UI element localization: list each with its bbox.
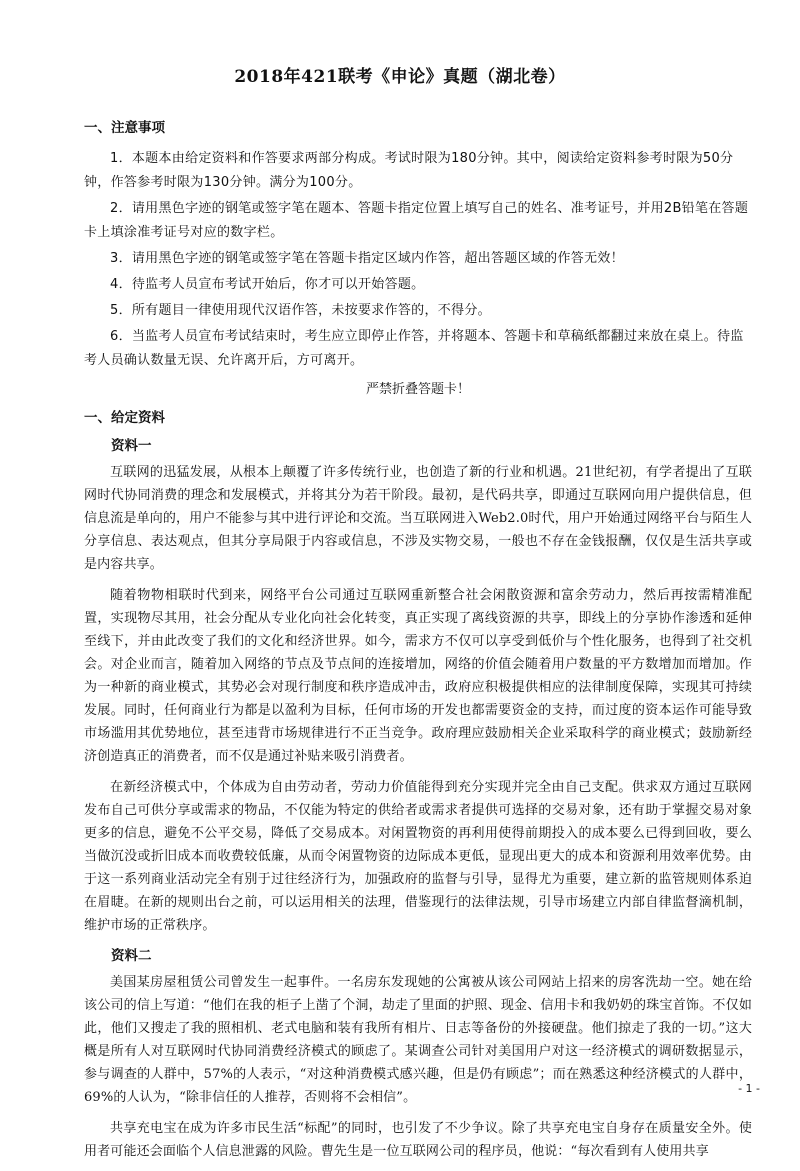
note-item: 3．请用黑色字迹的钢笔或签字笔在答题卡指定区域内作答，超出答题区域的作答无效！ [110,251,624,266]
material-1-paragraph: 随着物物相联时代到来，网络平台公司通过互联网重新整合社会闲散资源和富余劳动力，然后再按需精准配置，实现物尽其用，社会分配从专业化向社会化转变，真正实现了离线资源的共享，即线上的分享协作渗透和延伸至线下，并由此改变了我们的文化和经济世界。如今，需求方不仅可以享受到低价与个性化服务，也得到了社交机会。对企业而言，随着加入网络的节点及节点间的连接增加，网络的价值会随着用户数量的平方数增加而增加。作为一种新的商业模式，其势必会对现行制度和秩序造成冲击，政府应积极提供相应的法律制度保障，实现其可持续发展。同时，任何商业行为都是以盈利为目标，任何市场的开发也都需要资金的支持，而过度的资本运作可能导致市场滥用其优势地位，甚至违背市场规律进行不正当竞争。政府理应鼓励相关企业采取科学的商业模式；鼓励新经济创造真正的消费者，而不仅是通过补贴来吸引消费者。 [84,588,752,764]
material-1-paragraph: 互联网的迅猛发展，从根本上颠覆了许多传统行业，也创造了新的行业和机遇。21世纪初，有学者提出了互联网时代协同消费的理念和发展模式，并将其分为若干阶段。最初，是代码共享，即通过互联网向用户提供信息，但信息流是单向的，用户不能参与其中进行评论和交流。当互联网进入Web2.0时代，用户开始通过网络平台与陌生人分享信息、表达观点，但其分享局限于内容或信息，不涉及实物交易，一般也不存在金钱报酬，仅仅是生活共享或是内容共享。 [84,465,752,572]
materials-heading: 一、给定资料 [84,410,165,426]
note-item: 5．所有题目一律使用现代汉语作答，未按要求作答的，不得分。 [110,303,491,318]
note-item: 2．请用黑色字迹的钢笔或签字笔在题本、答题卡指定位置上填写自己的姓名、准考证号，并用2B铅笔在答题卡上填涂准考证号对应的数字栏。 [84,201,749,240]
warning-notice: 严禁折叠答题卡！ [365,382,470,397]
material-1-paragraph: 在新经济模式中，个体成为自由劳动者，劳动力价值能得到充分实现并完全由自己支配。供求双方通过互联网发布自己可供分享或需求的物品，不仅能为特定的供给者或需求者提供可选择的交易对象，还有助于掌握交易对象更多的信息，避免不公平交易，降低了交易成本。对闲置物资的再利用使得前期投入的成本要么已得到回收，要么当做沉没或折旧成本而收费较低廉，从而令闲置物资的边际成本更低，显现出更大的成本和资源利用效率优势。由于这一系列商业活动完全有别于过往经济行为，加强政府的监督与引导，显得尤为重要，建立新的监管规则体系迫在眉睫。在新的规则出台之前，可以运用相关的法理，借鉴现行的法律法规，引导市场建立内部自律监督滴机制，维护市场的正常秩序。 [84,780,752,933]
note-item: 6．当监考人员宣布考试结束时，考生应立即停止作答，并将题本、答题卡和草稿纸都翻过来放在桌上。待监考人员确认数量无误、允许离开后，方可离开。 [84,329,744,368]
material-2-heading: 资料二 [111,948,152,964]
page-title: 2018年421联考《申论》真题（湖北卷） [234,67,566,87]
material-2-paragraph: 共享充电宝在成为许多市民生活“标配”的同时，也引发了不少争议。除了共享充电宝自身存在质量安全外。使用者可能还会面临个人信息泄露的风险。曹先生是一位互联网公司的程序员，他说：“每次看到有人使用共享 [84,1121,752,1159]
material-2-paragraph: 美国某房屋租赁公司曾发生一起事件。一名房东发现她的公寓被从该公司网站上招来的房客洗劫一空。她在给该公司的信上写道：“他们在我的柜子上凿了个洞，劫走了里面的护照、现金、信用卡和我奶奶的珠宝首饰。不仅如此，他们又搜走了我的照相机、老式电脑和装有我所有相片、日志等备份的外接硬盘。他们掠走了我的一切。”这大概是所有人对互联网时代协同消费经济模式的顾虑了。某调查公司针对美国用户对这一经济模式的调研数据显示，参与调查的人群中，57%的人表示，“对这种消费模式感兴趣，但是仍有顾虑”；而在熟悉这种经济模式的人群中，69%的人认为，“除非信任的人推荐，否则将不会相信”。 [84,975,752,1105]
material-1-heading: 资料一 [111,438,152,454]
note-item: 4．待监考人员宣布考试开始后，你才可以开始答题。 [110,277,425,292]
document-body [84,118,752,1171]
note-item: 1．本题本由给定资料和作答要求两部分构成。考试时限为180分钟。其中，阅读给定资料参考时限为50分钟，作答参考时限为130分钟。满分为100分。 [84,151,734,190]
notes-heading: 一、注意事项 [84,120,165,136]
page-number: - 1 - [738,1082,760,1095]
